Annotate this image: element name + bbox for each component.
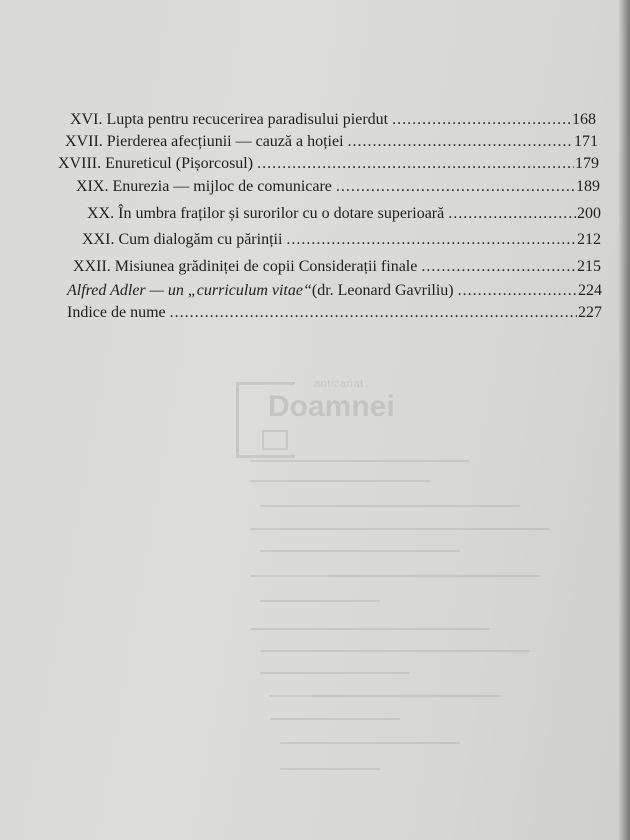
toc-entry (82, 229, 601, 251)
toc-leader-dots (348, 131, 573, 153)
page-edge-shadow (618, 0, 630, 840)
toc-entry (67, 280, 602, 302)
toc-entry-title: XX. În umbra fraților și surorilor cu o dotare superioară (87, 205, 445, 222)
toc-entry (76, 176, 600, 198)
toc-entry-title: XVI. Lupta pentru recucerirea paradisului pierdut (70, 111, 389, 128)
toc-entry (65, 131, 598, 153)
watermark-brand-text: Doamnei (268, 390, 395, 423)
toc-entry-title: Indice de nume (67, 304, 166, 321)
toc-entry-title: Alfred Adler — un „curriculum vitae“ (67, 282, 312, 299)
toc-entry (87, 203, 601, 225)
toc-entry (67, 302, 602, 324)
toc-entry-author: (dr. Leonard Gavriliu) (311, 282, 454, 299)
toc-page-number: 179 (575, 155, 599, 172)
bleed-through-text (250, 450, 580, 810)
toc-entry (70, 109, 596, 131)
toc-leader-dots (170, 302, 577, 324)
toc-page-number: 189 (576, 178, 600, 195)
toc-entry-title: XVIII. Enureticul (Pișorcosul) (58, 155, 254, 172)
toc-leader-dots (257, 153, 574, 175)
toc-entry (58, 153, 599, 175)
toc-leader-dots (286, 229, 576, 251)
toc-leader-dots (448, 203, 576, 225)
toc-page-number: 227 (578, 304, 602, 321)
toc-entry (73, 256, 601, 278)
watermark-small-text: anticariat (314, 378, 364, 390)
toc-entry-title: XVII. Pierderea afecțiunii — cauză a hoției (65, 133, 344, 150)
toc-page-number: 168 (572, 111, 596, 128)
toc-leader-dots (458, 280, 577, 302)
toc-page-number: 224 (578, 282, 602, 299)
toc-page-number: 215 (577, 258, 601, 275)
toc-page-number: 171 (574, 133, 598, 150)
toc-leader-dots (421, 256, 576, 278)
toc-entry-title: XXI. Cum dialogăm cu părinții (82, 231, 283, 248)
toc-entry-title: XIX. Enurezia — mijloc de comunicare (76, 178, 332, 195)
book-icon (262, 430, 288, 450)
watermark-logo (236, 378, 406, 458)
toc-leader-dots (336, 176, 575, 198)
toc-entry-title: XXII. Misiunea grădiniței de copii Considerații finale (73, 258, 418, 275)
toc-leader-dots (392, 109, 571, 131)
toc-page-number: 212 (577, 231, 601, 248)
toc-page-number: 200 (577, 205, 601, 222)
